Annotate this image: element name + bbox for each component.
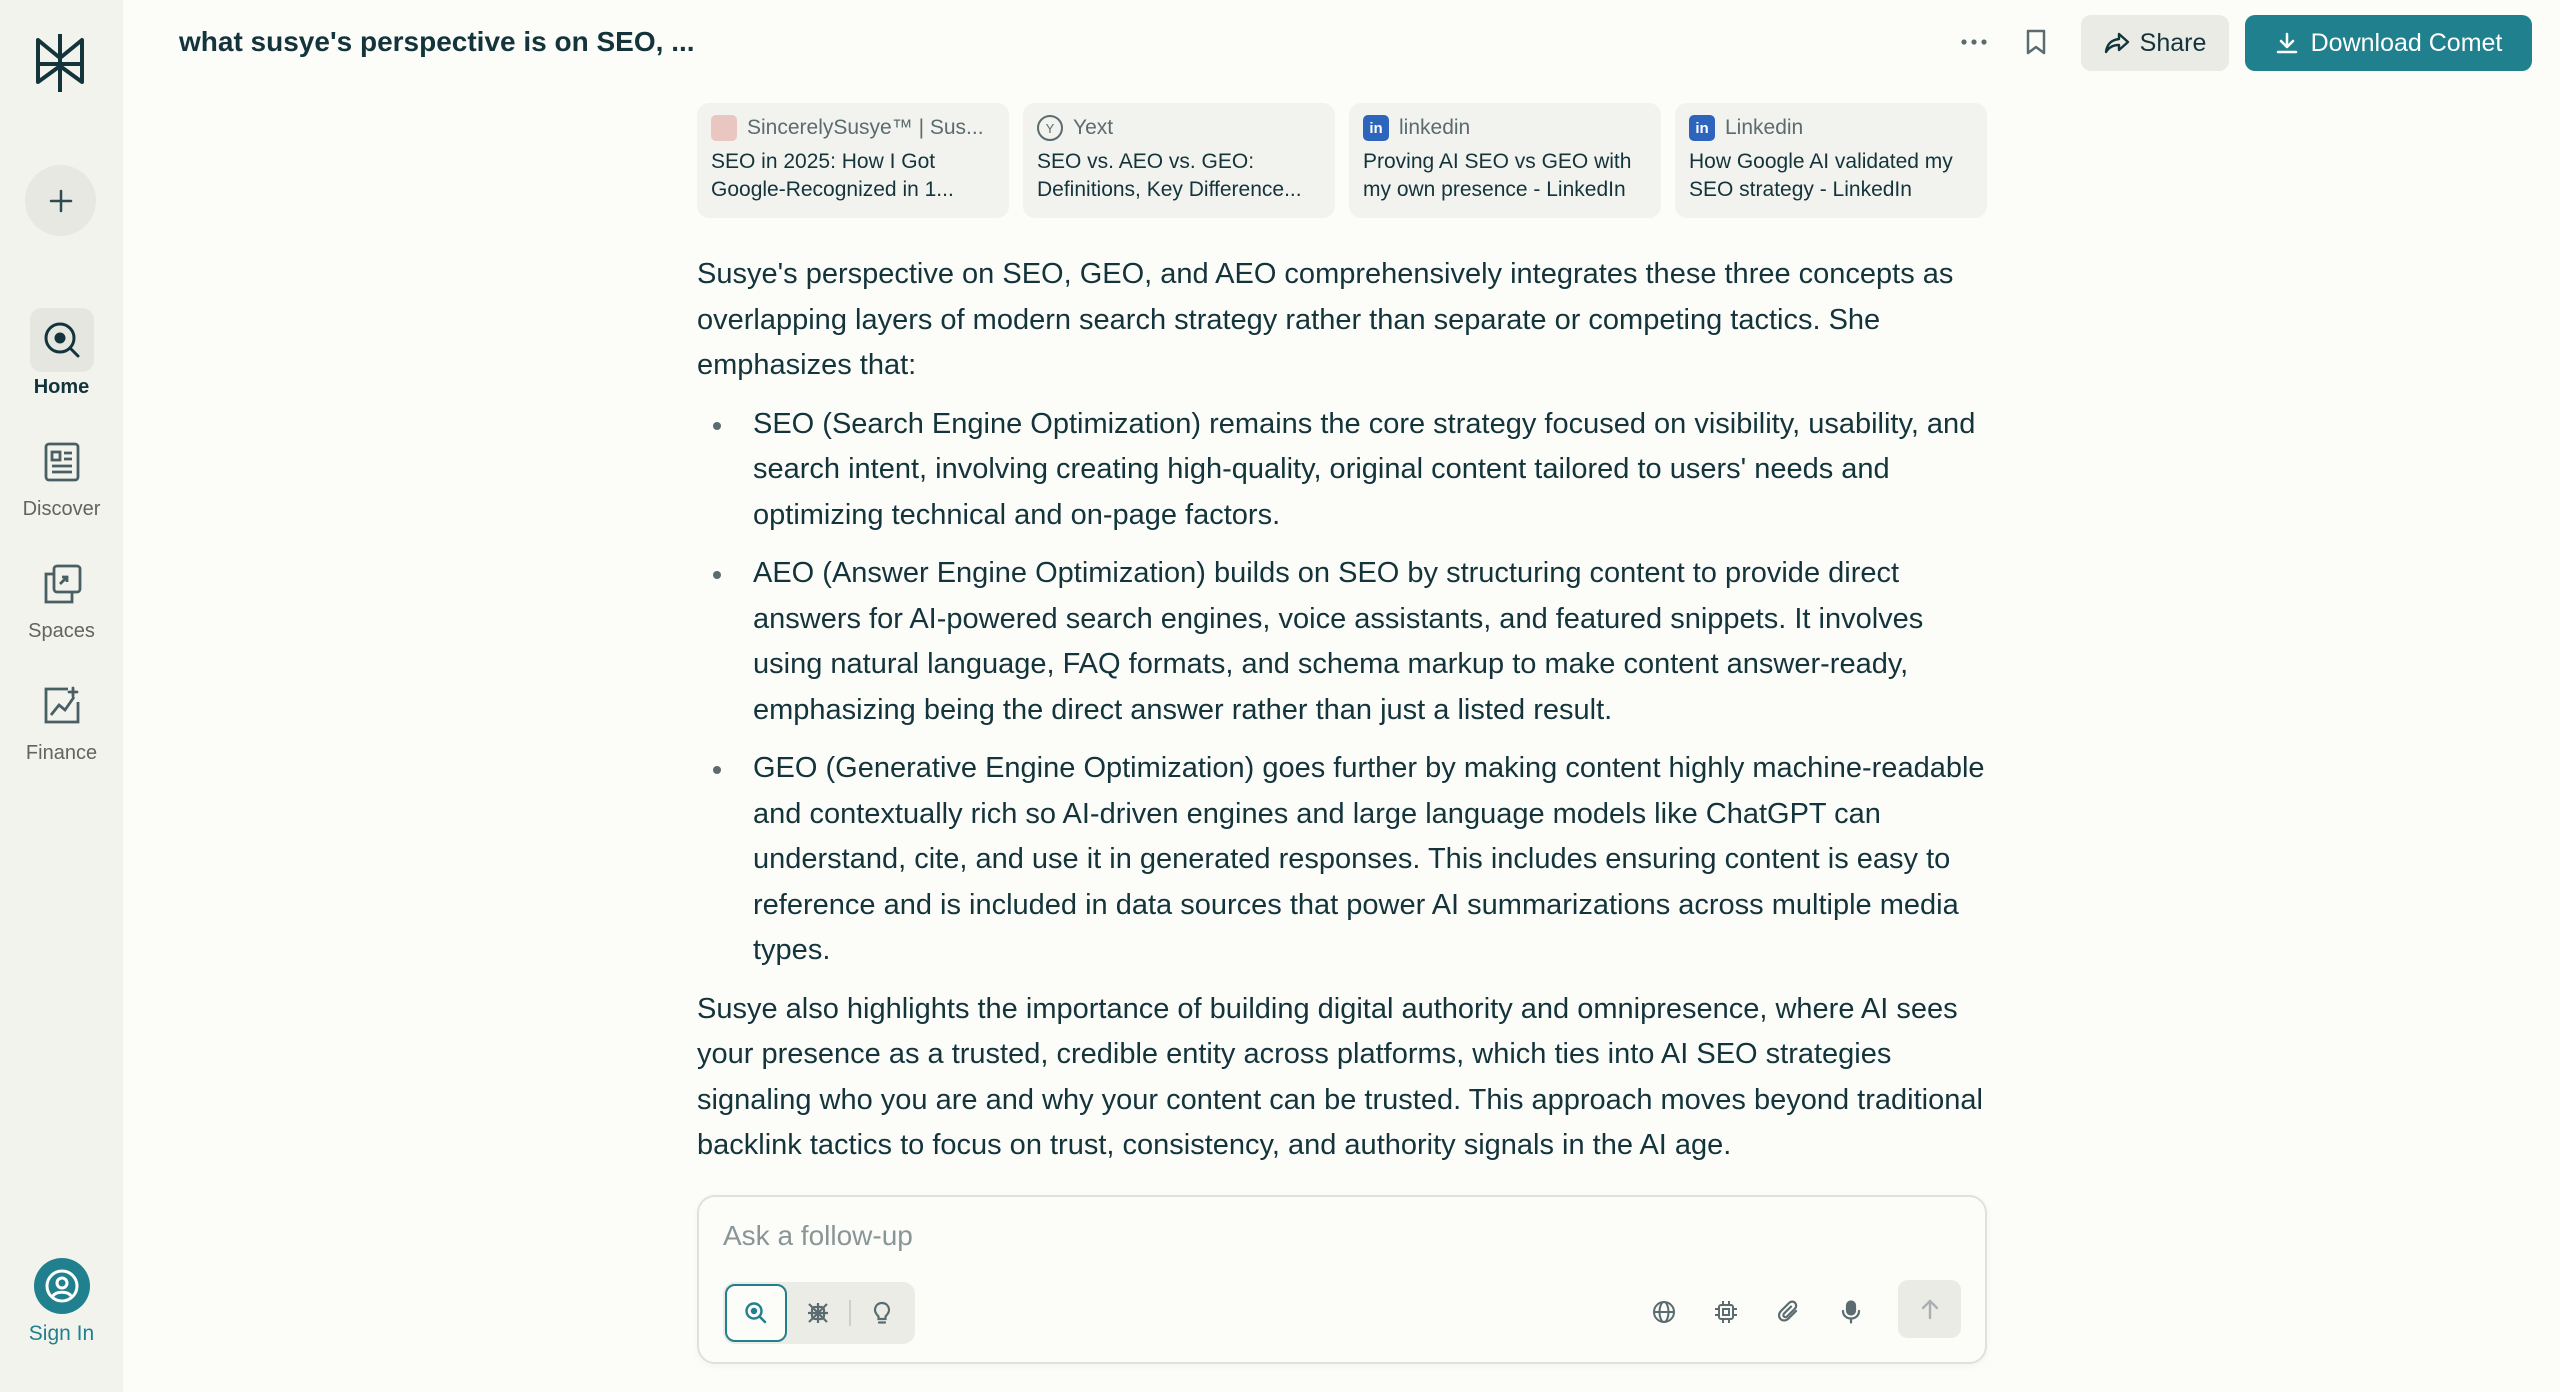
yext-favicon-icon: Y (1037, 115, 1063, 141)
new-thread-button[interactable] (25, 165, 96, 236)
answer-intro: Susye's perspective on SEO, GEO, and AEO comprehensively integrates these three concepts as overlapping layers of modern search strategy rather than separate or competing tactics. She emphasizes that: (697, 258, 1954, 381)
source-title: SEO vs. AEO vs. GEO: Definitions, Key Difference... (1037, 150, 1302, 201)
source-title: How Google AI validated my SEO strategy - LinkedIn (1689, 150, 1953, 201)
sidebar-item-label: Discover (22, 498, 101, 520)
research-icon (805, 1300, 831, 1326)
source-title: Proving AI SEO vs GEO with my own presence - LinkedIn (1363, 150, 1632, 201)
lightbulb-icon (869, 1300, 895, 1326)
source-card[interactable] (697, 103, 1009, 218)
attach-paperclip-icon[interactable] (1767, 1290, 1811, 1334)
answer-bullet-aeo: AEO (Answer Engine Optimization) builds on SEO by structuring content to provide direct answers for AI-powered search engines, voice assistants, and featured snippets. It involves using natural language, FAQ formats, and schema markup to make content answer-ready, emphasizing being the direct answer rather than just a listed result. (697, 551, 1987, 733)
sidebar (0, 0, 123, 1392)
sidebar-item-finance[interactable] (0, 674, 123, 765)
answer-bullet-geo: GEO (Generative Engine Optimization) goes further by making content highly machine-readable and contextually rich so AI-driven engines and large language models like ChatGPT can understand, cite, and use it in generated responses. This includes ensuring content is easy to reference and is included in data sources that power AI summarizations across multiple media types. (697, 746, 1987, 974)
source-card[interactable] (1349, 103, 1661, 218)
answer-bullet-list (697, 402, 1987, 974)
susye-favicon-icon (711, 115, 737, 141)
sidebar-item-label: Finance (25, 742, 98, 764)
search-mode-button[interactable] (725, 1284, 787, 1342)
newspaper-icon (30, 430, 94, 494)
sidebar-item-home[interactable] (0, 308, 123, 399)
search-mode-selector (723, 1282, 915, 1344)
followup-input[interactable] (723, 1215, 1923, 1257)
user-avatar-icon (34, 1258, 90, 1314)
plus-icon (46, 186, 76, 216)
download-label: Download Comet (2310, 28, 2503, 57)
sidebar-item-spaces[interactable] (0, 552, 123, 643)
submit-button[interactable] (1898, 1280, 1961, 1338)
spaces-icon (30, 552, 94, 616)
sign-in-button[interactable] (0, 1258, 123, 1346)
source-site: Linkedin (1725, 116, 1804, 139)
source-site: SincerelySusye™ | Sus... (747, 116, 984, 139)
answer-closing: Susye also highlights the importance of building digital authority and omnipresence, where AI sees your presence as a trusted, credible entity across platforms, which ties into AI SEO strategies signaling who you are and why your content can be trusted. This approach moves beyond traditional backlink tactics to focus on trust, consistency, and authority signals in the AI age. (697, 992, 1983, 1161)
share-button[interactable] (2081, 15, 2229, 71)
sources-list (697, 103, 1987, 218)
thread-title: what susye's perspective is on SEO, ... (179, 26, 695, 57)
home-search-icon (30, 308, 94, 372)
source-title: SEO in 2025: How I Got Google-Recognized in 1... (711, 150, 954, 201)
more-options-icon[interactable] (1954, 22, 1994, 62)
download-comet-button[interactable] (2245, 15, 2532, 71)
perplexity-logo-icon[interactable] (30, 30, 90, 96)
microphone-icon[interactable] (1829, 1290, 1873, 1334)
labs-mode-button[interactable] (851, 1284, 913, 1342)
followup-box (697, 1195, 1987, 1364)
research-mode-button[interactable] (787, 1284, 849, 1342)
arrow-up-icon (1919, 1297, 1941, 1321)
download-icon (2275, 31, 2299, 55)
search-icon (743, 1300, 769, 1326)
share-icon (2104, 31, 2130, 55)
sidebar-item-label: Spaces (28, 620, 95, 642)
chart-icon (30, 674, 94, 738)
share-label: Share (2139, 28, 2207, 57)
language-globe-icon[interactable] (1642, 1290, 1686, 1334)
linkedin-favicon-icon: in (1689, 115, 1715, 141)
source-site: linkedin (1399, 116, 1471, 139)
linkedin-favicon-icon: in (1363, 115, 1389, 141)
answer-bullet-seo: SEO (Search Engine Optimization) remains the core strategy focused on visibility, usability, and search intent, involving creating high-quality, original content tailored to users' needs and optimizing technical and on-page factors. (697, 402, 1987, 539)
source-site: Yext (1073, 116, 1114, 139)
sign-in-label: Sign In (28, 1322, 95, 1345)
bookmark-icon[interactable] (2016, 22, 2056, 62)
source-card[interactable] (1675, 103, 1987, 218)
sidebar-item-label: Home (33, 376, 90, 398)
answer-body (697, 252, 1987, 1200)
source-card[interactable] (1023, 103, 1335, 218)
model-chip-icon[interactable] (1704, 1290, 1748, 1334)
sidebar-item-discover[interactable] (0, 430, 123, 521)
